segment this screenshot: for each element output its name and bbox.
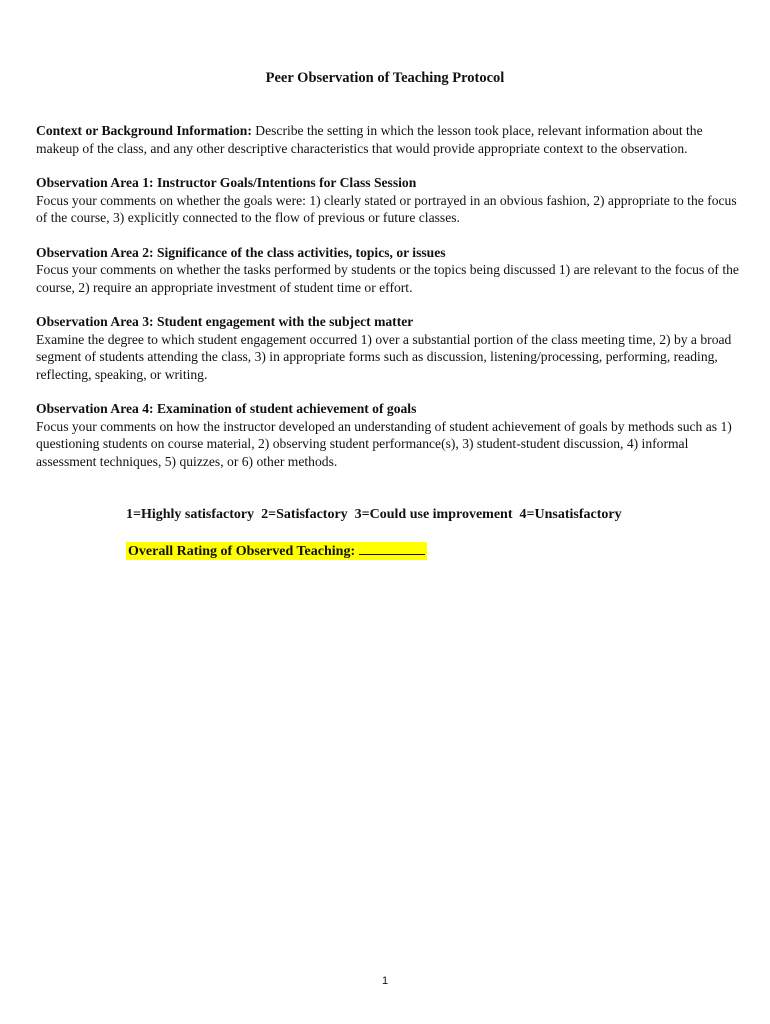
overall-rating (126, 542, 427, 560)
document-body (36, 122, 740, 487)
section-observation-area-3 (36, 313, 740, 383)
section-text: Focus your comments on how the instructor developed an understanding of student achievement of goals by methods such as 1) questioning students on course material, 2) observing student performance(s), 3) student-student discussion, 4) informal assessment techniques, 5) quizzes, or 6) other methods. (36, 418, 732, 469)
overall-rating-blank[interactable] (359, 542, 425, 555)
section-observation-area-2 (36, 244, 740, 297)
rating-scale (126, 507, 622, 523)
section-heading: Observation Area 4: Examination of student achievement of goals (36, 401, 417, 416)
section-observation-area-1 (36, 174, 740, 227)
section-text: Describe the setting in which the lesson took place, relevant information about the makeup of the class, and any other descriptive characteristics that would provide appropriate context to the observation. (36, 123, 703, 156)
rating-scale-item: 4=Unsatisfactory (519, 507, 622, 522)
page-number: 1 (381, 975, 389, 987)
section-heading: Observation Area 3: Student engagement with the subject matter (36, 314, 414, 329)
rating-scale-item: 1=Highly satisfactory (126, 507, 255, 522)
section-text: Focus your comments on whether the goals were: 1) clearly stated or portrayed in an obvious fashion, 2) appropriate to the focus of the course, 3) explicitly connected to the flow of previous or future classes. (36, 192, 737, 225)
section-text: Focus your comments on whether the tasks performed by students or the topics being discussed 1) are relevant to the focus of the course, 2) require an appropriate investment of student time or effort. (36, 262, 739, 295)
rating-scale-item: 2=Satisfactory (261, 507, 348, 522)
rating-scale-item: 3=Could use improvement (354, 507, 513, 522)
section-context (36, 122, 740, 157)
section-heading: Context or Background Information: (36, 123, 252, 138)
document-title: Peer Observation of Teaching Protocol (265, 70, 505, 86)
section-text: Examine the degree to which student engagement occurred 1) over a substantial portion of the class meeting time, 2) by a broad segment of students attending the class, 3) in appropriate forms such as discussion, listening/processing, performing, reading, reflecting, speaking, or writing. (36, 331, 732, 382)
section-observation-area-4 (36, 400, 740, 470)
overall-rating-label: Overall Rating of Observed Teaching: (128, 544, 356, 559)
section-heading: Observation Area 2: Significance of the class activities, topics, or issues (36, 244, 446, 260)
section-heading: Observation Area 1: Instructor Goals/Intentions for Class Session (36, 175, 417, 190)
